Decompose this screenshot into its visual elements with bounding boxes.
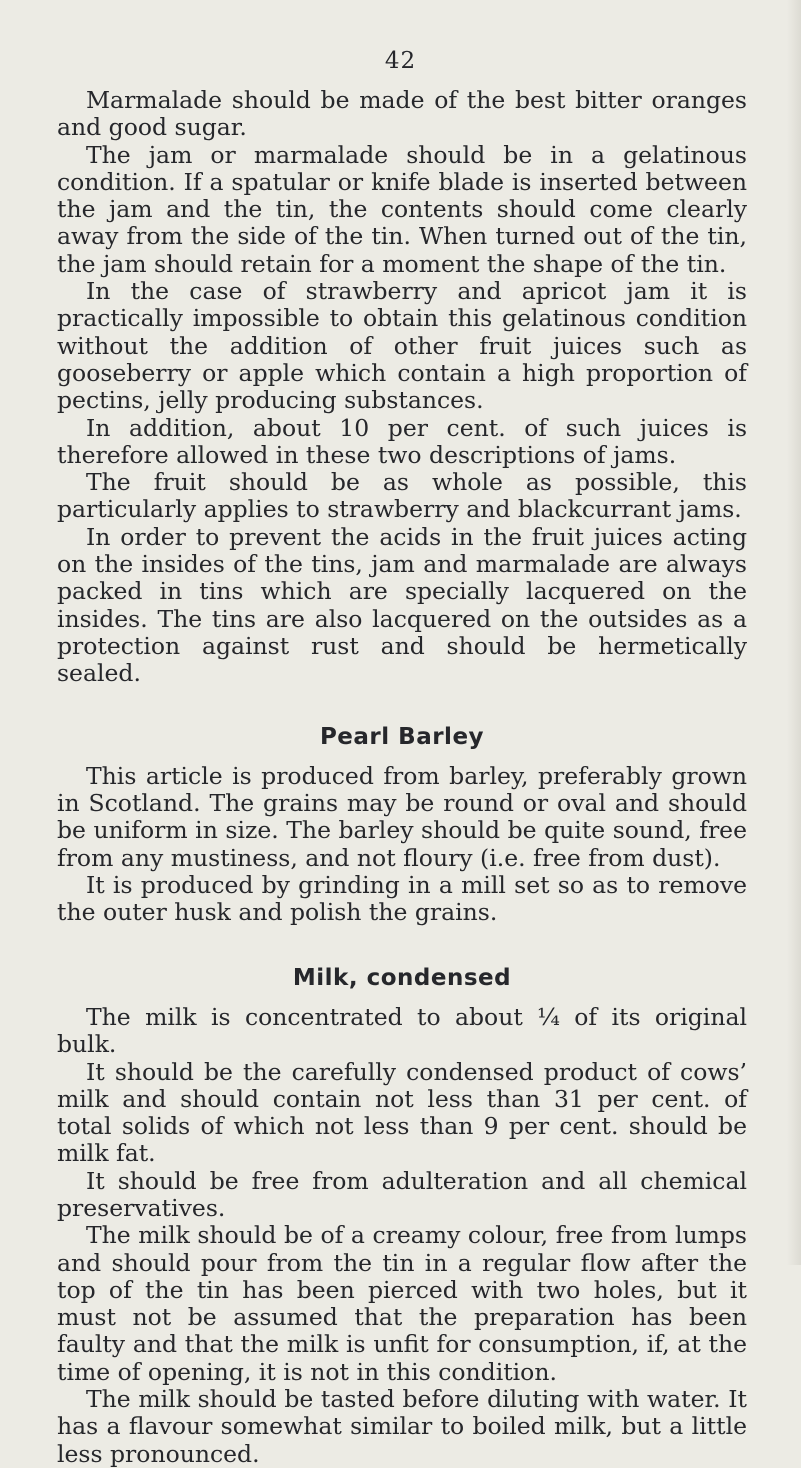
paragraph: In the case of strawberry and apricot jam it is practically impossible to obtain this gelatinous condition without the addition of other fruit juices such as gooseberry or apple which contain a high proportion of pectins, jelly producing substances. bbox=[57, 277, 747, 415]
paragraph: The milk should be tasted before diluting with water. It has a flavour somewhat similar to boiled milk, but a little less pronounced. bbox=[57, 1385, 747, 1468]
paragraph: The fruit should be as whole as possible, this particularly applies to strawberry and blackcurrant jams. bbox=[57, 468, 747, 524]
paragraph: Marmalade should be made of the best bitter oranges and good sugar. bbox=[57, 86, 747, 142]
paragraph: It is produced by grinding in a mill set so as to remove the outer husk and polish the grains. bbox=[57, 871, 747, 927]
paragraph: In order to prevent the acids in the fruit juices acting on the insides of the tins, jam and marmalade are always packed in tins which are specially lacquered on the insides. The tins are also lacquered on the outsides as a protection against rust and should be hermetically sealed. bbox=[57, 522, 747, 688]
page-edge-shadow bbox=[787, 0, 801, 1265]
paragraph: The milk is concentrated to about ¼ of its original bulk. bbox=[57, 1002, 747, 1059]
page-content bbox=[57, 87, 747, 1468]
paragraph: It should be free from adulteration and all chemical preservatives. bbox=[57, 1166, 747, 1222]
section-heading-milk-condensed: Milk, condensed bbox=[292, 964, 512, 991]
paragraph: This article is produced from barley, preferably grown in Scotland. The grains may be round or oval and should be uniform in size. The barley should be quite sound, free from any mustiness, and not floury (i.e. free from dust). bbox=[57, 761, 747, 872]
section-heading-pearl-barley: Pearl Barley bbox=[319, 723, 485, 750]
page-number: 42 bbox=[384, 48, 417, 74]
paragraph: It should be the carefully condensed product of cows’ milk and should contain not less than 31 per cent. of total solids of which not less than 9 per cent. should be milk fat. bbox=[57, 1057, 747, 1168]
paragraph: In addition, about 10 per cent. of such juices is therefore allowed in these two descriptions of jams. bbox=[57, 413, 747, 469]
paragraph: The milk should be of a creamy colour, free from lumps and should pour from the tin in a regular flow after the top of the tin has been pierced with two holes, but it must not be assumed that the preparation has been faulty and that the milk is unfit for consumption, if, at the time of opening, it is not in this condition. bbox=[57, 1221, 747, 1386]
paragraph: The jam or marmalade should be in a gelatinous condition. If a spatular or knife blade is inserted between the jam and the tin, the contents should come clearly away from the side of the tin. When turned out of the tin, the jam should retain for a moment the shape of the tin. bbox=[57, 140, 747, 278]
